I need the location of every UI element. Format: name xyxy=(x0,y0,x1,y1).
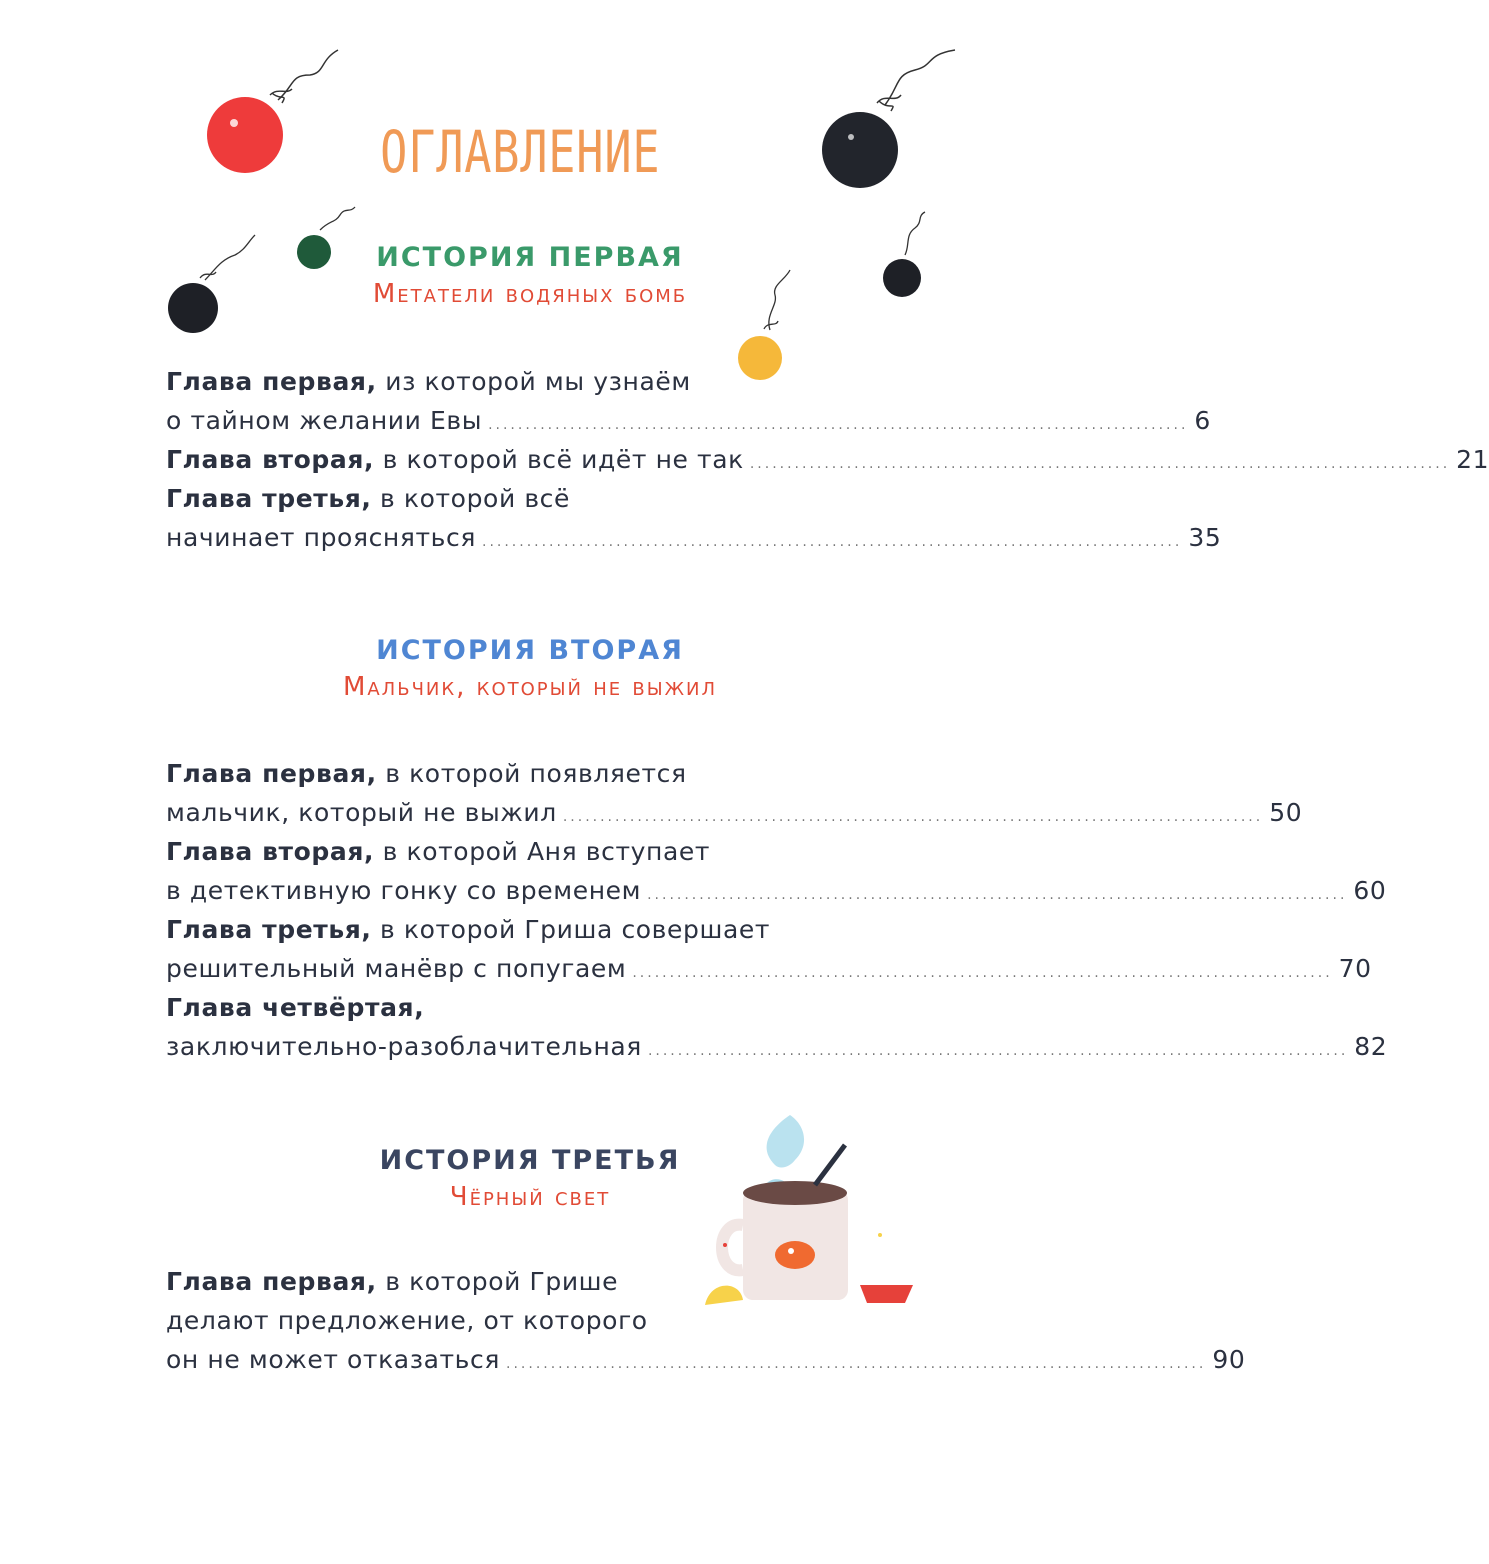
chapter-title: Глава первая, xyxy=(166,759,377,788)
chapter-text: в которой Грише xyxy=(376,1267,619,1296)
chapter-title: Глава первая, xyxy=(166,1267,377,1296)
page-number: 35 xyxy=(1188,523,1222,552)
toc-line xyxy=(166,988,886,1027)
leader-dots: .............................................................................................. xyxy=(488,417,1189,433)
toc-entry-last[interactable] xyxy=(166,793,1303,832)
toc-entry-last[interactable] xyxy=(166,949,1372,988)
toc-entry-last[interactable] xyxy=(166,871,1387,910)
story-1-label: ИСТОРИЯ ПЕРВАЯ xyxy=(376,242,684,273)
page-number: 21 xyxy=(1456,445,1489,474)
toc-line xyxy=(166,832,886,871)
story-1-header xyxy=(0,242,1000,309)
toc-line xyxy=(166,362,886,401)
leader-dots: .............................................................................................. xyxy=(647,887,1348,903)
page-number: 50 xyxy=(1269,798,1303,827)
chapter-text: начинает проясняться xyxy=(166,523,476,552)
story-3-header xyxy=(0,1145,1000,1212)
leader-dots: .............................................................................................. xyxy=(749,456,1451,472)
story-1-subtitle: Метатели водяных бомб xyxy=(372,279,688,309)
story-2-subtitle: Мальчик, который не выжил xyxy=(342,672,718,702)
page-number: 6 xyxy=(1194,406,1211,435)
chapter-text: в которой всё xyxy=(371,484,570,513)
toc-line xyxy=(166,479,886,518)
chapter-text: мальчик, который не выжил xyxy=(166,798,557,827)
chapter-title: Глава вторая, xyxy=(166,445,375,474)
chapter-text: в которой Аня вступает xyxy=(374,837,711,866)
chapter-text: в которой Гриша совершает xyxy=(371,915,771,944)
toc-line xyxy=(166,754,886,793)
chapter-text: о тайном желании Евы xyxy=(166,406,483,435)
leader-dots: .............................................................................................. xyxy=(632,965,1333,981)
story-2-header xyxy=(0,635,1000,702)
chapter-text: делают предложение, от которого xyxy=(166,1306,648,1335)
chapter-text: решительный манёвр с попугаем xyxy=(166,954,627,983)
story-2-label: ИСТОРИЯ ВТОРАЯ xyxy=(376,635,684,666)
chapter-title: Глава вторая, xyxy=(166,837,375,866)
page-number: 82 xyxy=(1354,1032,1388,1061)
toc-line xyxy=(166,1301,886,1340)
chapter-text: из которой мы узнаём xyxy=(376,367,691,396)
story-2-toc xyxy=(166,754,1388,1066)
story-1-toc xyxy=(166,362,1489,557)
page-number: 90 xyxy=(1212,1345,1246,1374)
toc-entry-last[interactable] xyxy=(166,518,1222,557)
chapter-text: в которой всё идёт не так xyxy=(374,445,744,474)
leader-dots: .............................................................................................. xyxy=(647,1043,1349,1059)
page-number: 70 xyxy=(1338,954,1372,983)
chapter-title: Глава четвёртая, xyxy=(166,993,425,1022)
page-number: 60 xyxy=(1353,876,1387,905)
chapter-text: заключительно-разоблачительная xyxy=(166,1032,642,1061)
toc-entry-last[interactable] xyxy=(166,401,1211,440)
leader-dots: .............................................................................................. xyxy=(482,534,1183,550)
chapter-text: в которой появляется xyxy=(376,759,687,788)
chapter-title: Глава первая, xyxy=(166,367,377,396)
toc-entry-last[interactable] xyxy=(166,1027,1388,1066)
toc-entry-last[interactable] xyxy=(166,1340,1246,1379)
leader-dots: .............................................................................................. xyxy=(562,809,1264,825)
story-3-subtitle: Чёрный свет xyxy=(449,1182,611,1212)
leader-dots: .............................................................................................. xyxy=(506,1356,1207,1372)
chapter-title: Глава третья, xyxy=(166,484,372,513)
story-3-toc xyxy=(166,1262,1246,1379)
toc-line xyxy=(166,910,886,949)
chapter-title: Глава третья, xyxy=(166,915,372,944)
page-title: ОГЛАВЛЕНИЕ xyxy=(380,118,661,186)
chapter-text: в детективную гонку со временем xyxy=(166,876,642,905)
story-3-label: ИСТОРИЯ ТРЕТЬЯ xyxy=(379,1145,681,1176)
toc-line xyxy=(166,1262,886,1301)
chapter-text: он не может отказаться xyxy=(166,1345,501,1374)
toc-entry-last[interactable] xyxy=(166,440,1489,479)
